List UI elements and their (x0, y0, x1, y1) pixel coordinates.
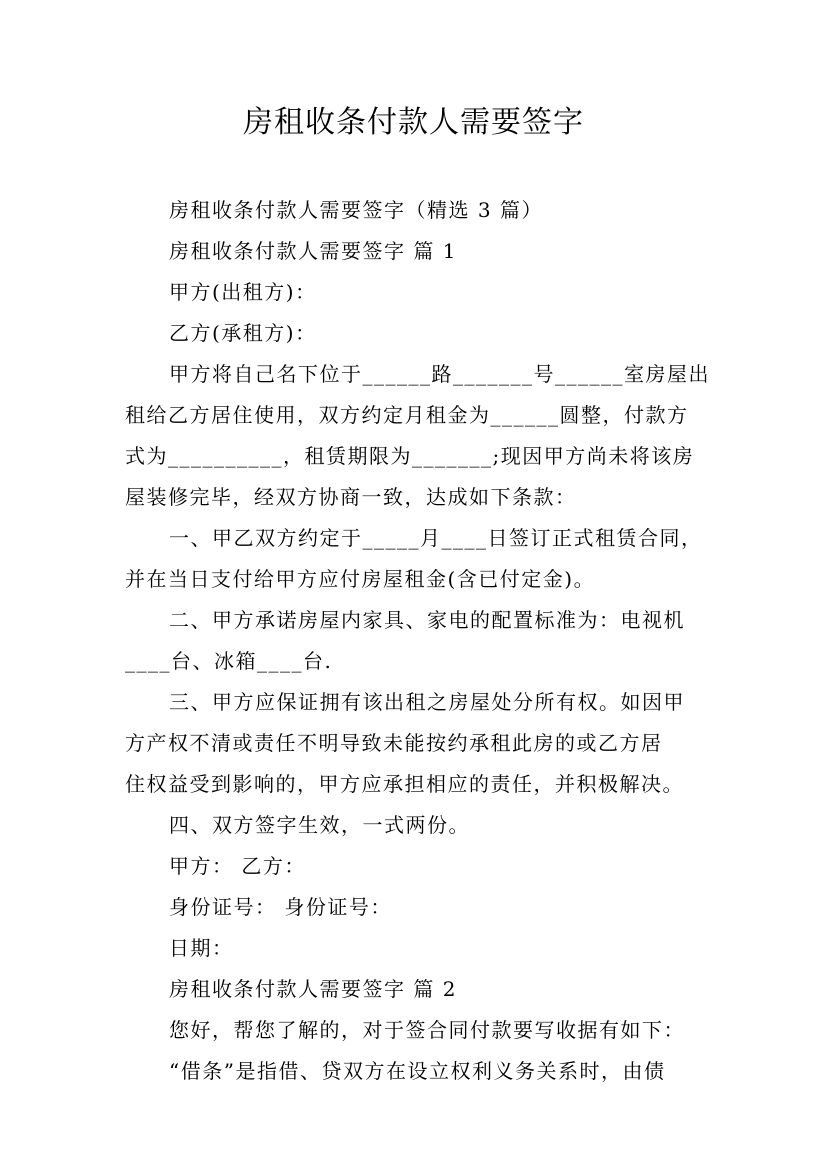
paragraph-line: 住权益受到影响的，甲方应承担相应的责任，并积极解决。 (125, 772, 684, 796)
paragraph-line: 租给乙方居住使用，双方约定月租金为______圆整，付款方 (125, 403, 689, 427)
id-number-line: 身份证号： 身份证号： (169, 895, 392, 919)
paragraph-line: 式为__________，租赁期限为_______;现因甲方尚未将该房 (125, 444, 695, 468)
paragraph-line: 房租收条付款人需要签字（精选 3 篇） (169, 198, 543, 222)
document-body (125, 190, 725, 1092)
paragraph-line: ____台、冰箱____台. (125, 649, 333, 673)
paragraph-line: 甲方将自己名下位于______路_______号______室房屋出 (169, 362, 710, 386)
paragraph-line: 乙方(承租方)： (169, 321, 317, 345)
date-line: 日期： (169, 936, 234, 960)
paragraph-line: “借条”是指借、贷双方在设立权利义务关系时，由债 (169, 1059, 666, 1083)
paragraph-line: 二、甲方承诺房屋内家具、家电的配置标准为：电视机 (169, 608, 685, 632)
section-heading: 房租收条付款人需要签字 篇 2 (169, 977, 457, 1001)
document-title: 房租收条付款人需要签字 (243, 105, 584, 140)
paragraph-line: 方产权不清或责任不明导致未能按约承租此房的或乙方居 (125, 731, 663, 755)
paragraph-line: 一、甲乙双方约定于_____月____日签订正式租赁合同， (169, 526, 703, 550)
paragraph-line: 三、甲方应保证拥有该出租之房屋处分所有权。如因甲 (169, 690, 685, 714)
section-heading: 房租收条付款人需要签字 篇 1 (169, 239, 457, 263)
paragraph-line: 并在当日支付给甲方应付房屋租金(含已付定金)。 (125, 567, 596, 591)
paragraph-line: 屋装修完毕，经双方协商一致，达成如下条款： (125, 485, 577, 509)
signature-line: 甲方： 乙方： (169, 854, 306, 878)
paragraph-line: 您好，帮您了解的，对于签合同付款要写收据有如下： (169, 1018, 685, 1042)
paragraph-line: 甲方(出租方)： (169, 280, 317, 304)
paragraph-line: 四、双方签字生效，一式两份。 (169, 813, 470, 837)
